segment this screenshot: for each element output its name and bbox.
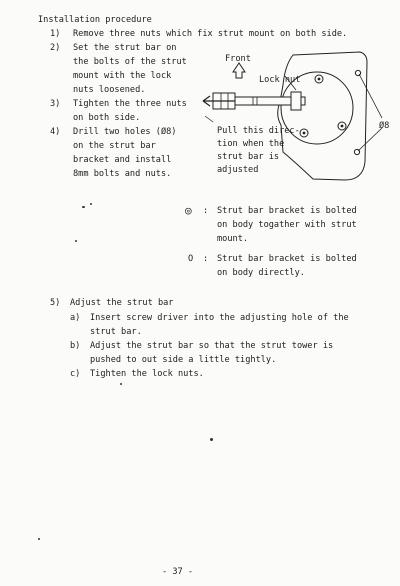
double-circle-icon: ◎	[185, 204, 192, 217]
step-4-line-1: Drill two holes (Ø8)	[73, 127, 177, 137]
legend-2-line-1: Strut bar bracket is bolted	[217, 254, 357, 264]
step-4-line-2: on the strut bar	[73, 141, 156, 151]
pull-direction-line-4: adjusted	[217, 165, 259, 175]
legend-1-line-3: mount.	[217, 234, 249, 244]
step-1-number: 1)	[50, 29, 61, 39]
step-2-line-2: the bolts of the strut	[73, 57, 187, 67]
legend-1-line-1: Strut bar bracket is bolted	[217, 206, 357, 216]
scan-speck	[75, 240, 77, 242]
leader-line	[358, 128, 382, 151]
step-2-line-3: mount with the lock	[73, 71, 172, 81]
heading: Installation procedure	[38, 15, 152, 25]
legend-1-separator: :	[203, 206, 209, 216]
leader-line	[359, 74, 382, 118]
step-5b-line-2: pushed to out side a little tightly.	[90, 355, 277, 365]
step-5-number: 5)	[50, 298, 61, 308]
step-5b-label: b)	[70, 341, 81, 351]
mount-bolt	[300, 129, 308, 137]
step-2-line-4: nuts loosened.	[73, 85, 146, 95]
step-4-line-3: bracket and install	[73, 155, 172, 165]
lock-nut	[291, 92, 301, 110]
step-3-number: 3)	[50, 99, 61, 109]
mount-bolt	[338, 122, 346, 130]
mount-bolt	[315, 75, 323, 83]
scan-speck	[120, 383, 122, 385]
step-5c-label: c)	[70, 369, 81, 379]
step-3-line-2: on both side.	[73, 113, 141, 123]
scan-speck	[82, 206, 85, 208]
step-2-number: 2)	[50, 43, 61, 53]
step-5a-line-1: Insert screw driver into the adjusting hole of the	[90, 313, 349, 323]
single-circle-icon: O	[188, 254, 194, 264]
scan-speck	[90, 203, 92, 205]
step-5-title: Adjust the strut bar	[70, 298, 174, 308]
legend-2-separator: :	[203, 254, 209, 264]
front-label: Front	[225, 54, 251, 64]
pull-direction-line-3: strut bar is	[217, 152, 280, 162]
legend-2-line-2: on body directly.	[217, 268, 305, 278]
legend-1-line-2: on body togather with strut	[217, 220, 357, 230]
pull-direction-line-2: tion when the	[217, 139, 285, 149]
step-5c-line-1: Tighten the lock nuts.	[90, 369, 204, 379]
leader-line	[205, 116, 213, 122]
pull-direction-line-1: Pull this direc-	[217, 126, 300, 136]
step-4-line-4: 8mm bolts and nuts.	[73, 169, 172, 179]
page-number: - 37 -	[162, 567, 194, 577]
step-5a-line-2: strut bar.	[90, 327, 142, 337]
hole-size-label: Ø8	[379, 121, 390, 131]
strut-mount-diagram	[195, 30, 400, 210]
up-arrow-icon	[233, 63, 245, 78]
scan-speck	[38, 538, 40, 540]
strut-tower-plate	[278, 52, 367, 180]
step-2-line-1: Set the strut bar on	[73, 43, 177, 53]
step-3-line-1: Tighten the three nuts	[73, 99, 187, 109]
scan-speck	[210, 438, 213, 441]
step-1-line-1: Remove three nuts which fix strut mount on both side.	[73, 29, 348, 39]
step-4-number: 4)	[50, 127, 61, 137]
step-5b-line-1: Adjust the strut bar so that the strut tower is	[90, 341, 334, 351]
step-5a-label: a)	[70, 313, 81, 323]
lock-nut-label: Lock nut	[259, 75, 301, 85]
